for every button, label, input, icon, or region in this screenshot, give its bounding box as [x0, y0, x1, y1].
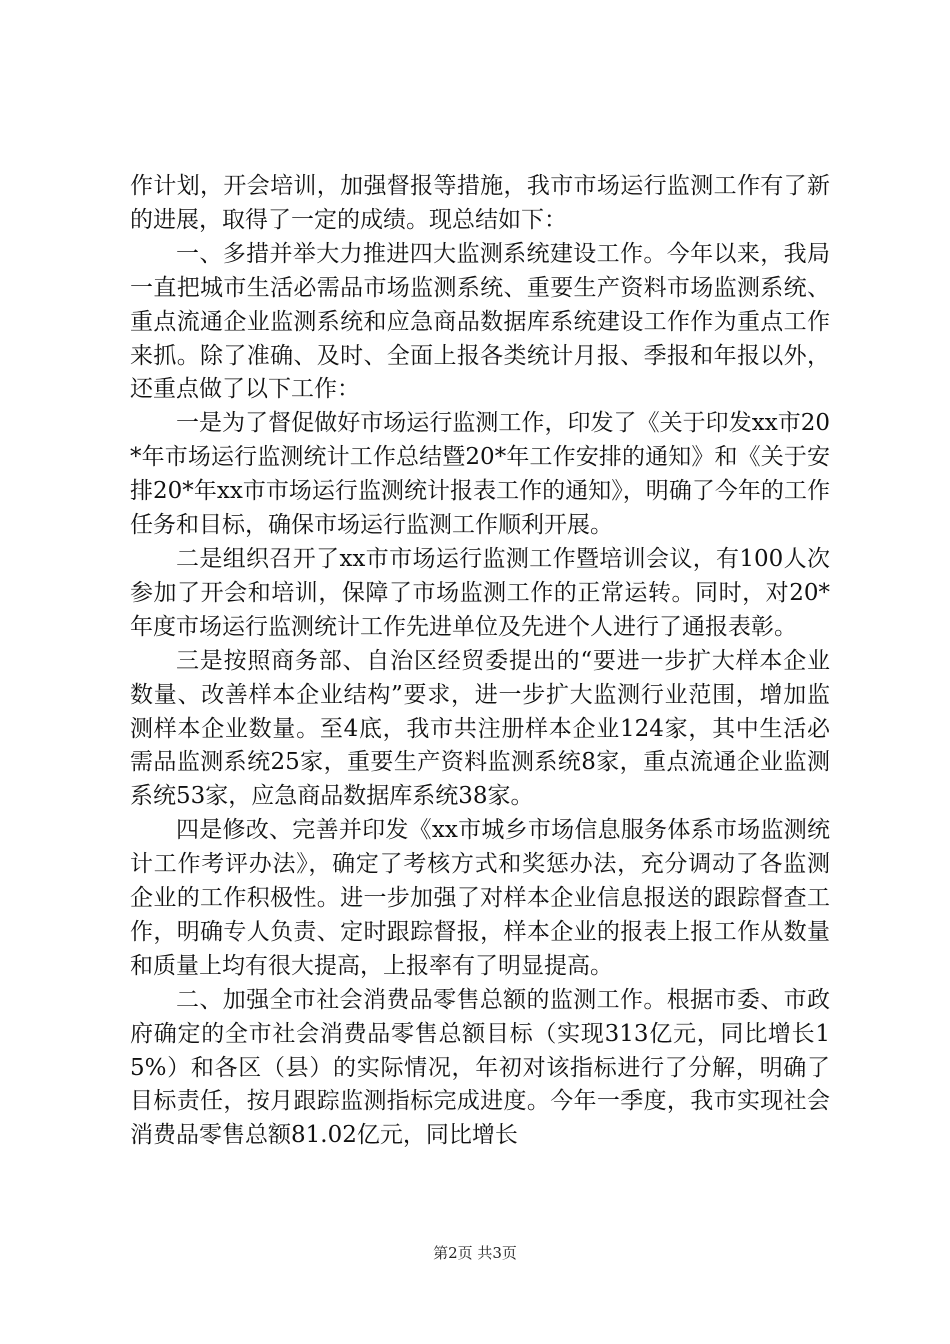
paragraph-intro: 作计划，开会培训，加强督报等措施，我市市场运行监测工作有了新的进展，取得了一定的成绩。现总结如下：	[130, 173, 830, 233]
page-number-footer: 第2页 共3页	[433, 1244, 517, 1262]
paragraph-item-one: 一是为了督促做好市场运行监测工作，印发了《关于印发xx市20*年市场运行监测统计工作总结暨20*年工作安排的通知》和《关于安排20*年xx市市场运行监测统计报表工作的通知》，明确了今年的工作任务和目标，确保市场运行监测工作顺利开展。	[130, 410, 830, 539]
paragraph-section-two: 二、加强全市社会消费品零售总额的监测工作。根据市委、市政府确定的全市社会消费品零售总额目标（实现313亿元，同比增长15%）和各区（县）的实际情况，年初对该指标进行了分解，明确了目标责任，按月跟踪监测指标完成进度。今年一季度，我市实现社会消费品零售总额81.02亿元，同比增长	[130, 986, 830, 1149]
paragraph-item-three: 三是按照商务部、自治区经贸委提出的“要进一步扩大样本企业数量、改善样本企业结构”要求，进一步扩大监测行业范围，增加监测样本企业数量。至4底，我市共注册样本企业124家，其中生活必需品监测系统25家，重要生产资料监测系统8家，重点流通企业监测系统53家，应急商品数据库系统38家。	[130, 647, 830, 810]
paragraph-section-one: 一、多措并举大力推进四大监测系统建设工作。今年以来，我局一直把城市生活必需品市场监测系统、重要生产资料市场监测系统、重点流通企业监测系统和应急商品数据库系统建设工作作为重点工作来抓。除了准确、及时、全面上报各类统计月报、季报和年报以外，还重点做了以下工作：	[130, 240, 830, 403]
document-body	[130, 170, 830, 1153]
paragraph-item-two: 二是组织召开了xx市市场运行监测工作暨培训会议，有100人次参加了开会和培训，保障了市场监测工作的正常运转。同时，对20*年度市场运行监测统计工作先进单位及先进个人进行了通报表彰。	[130, 545, 830, 640]
paragraph-item-four: 四是修改、完善并印发《xx市城乡市场信息服务体系市场监测统计工作考评办法》，确定了考核方式和奖惩办法，充分调动了各监测企业的工作积极性。进一步加强了对样本企业信息报送的跟踪督查工作，明确专人负责、定时跟踪督报，样本企业的报表上报工作从数量和质量上均有很大提高，上报率有了明显提高。	[130, 817, 830, 979]
